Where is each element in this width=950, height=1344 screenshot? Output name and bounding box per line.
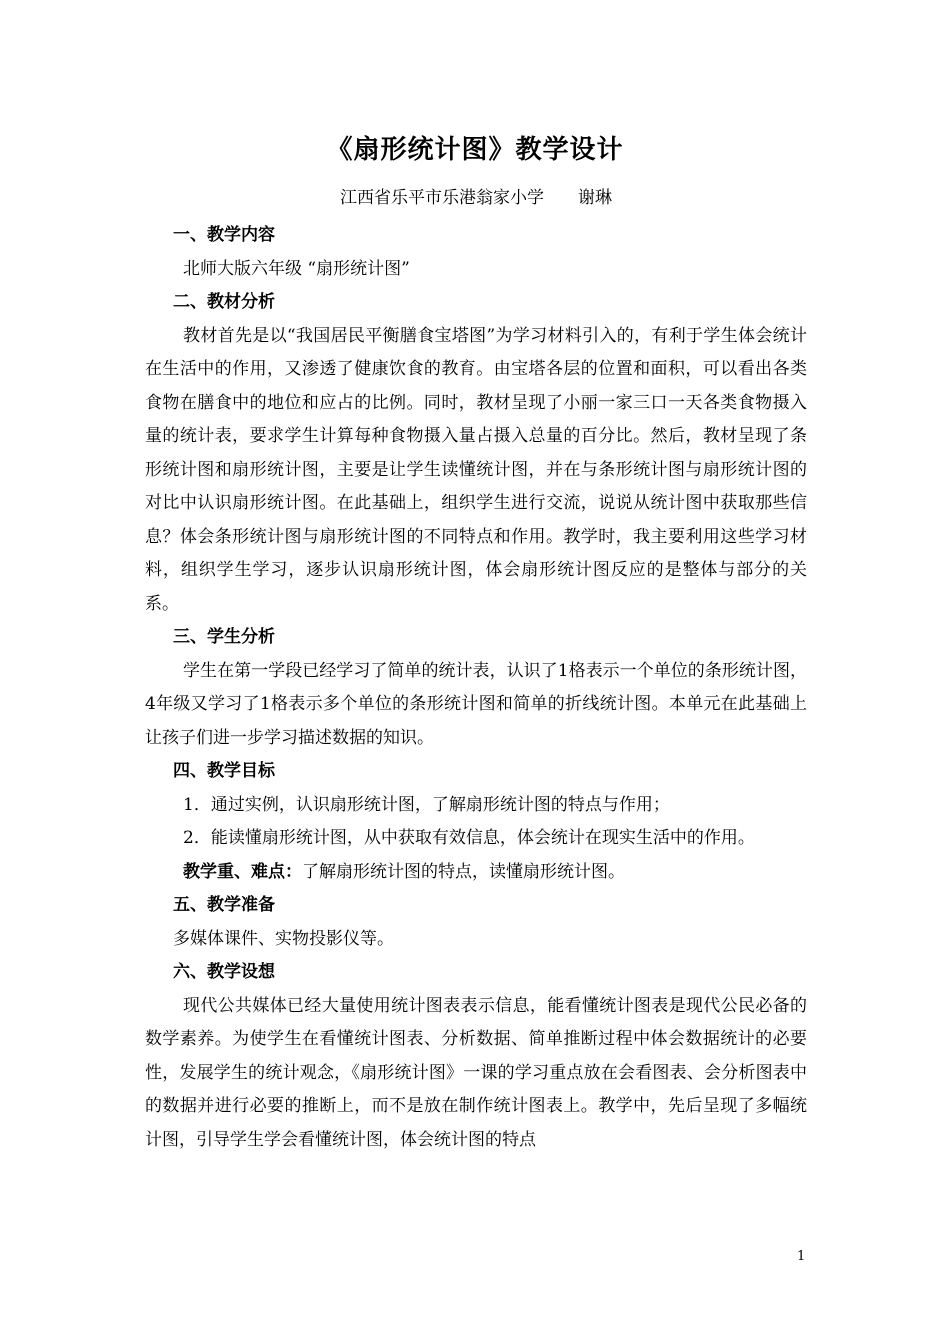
teaching-goal-2: 2．能读懂扇形统计图，从中获取有效信息，体会统计在现实生活中的作用。 xyxy=(183,828,755,848)
section-text-teaching-preparation: 多媒体课件、实物投影仪等。 xyxy=(173,928,394,949)
key-points-line xyxy=(145,856,807,890)
teaching-goal-1: 1．通过实例，认识扇形统计图，了解扇形统计图的特点与作用； xyxy=(183,794,670,815)
section-heading-textbook-analysis: 二、教材分析 xyxy=(173,292,275,312)
section-text-student-analysis: 学生在第一学段已经学习了简单的统计表，认识了1格表示一个单位的条形统计图，4年级又学习了1格表示多个单位的条形统计图和简单的折线统计图。本单元在此基础上让孩子们进一步学习描述数据的知识。 xyxy=(145,660,807,748)
section-text-teaching-content: 北师大版六年级 “扇形统计图” xyxy=(183,258,410,279)
key-points-label: 教学重、难点： xyxy=(183,861,302,882)
page-number: 1 xyxy=(797,1249,806,1264)
section-text-textbook-analysis: 教材首先是以“我国居民平衡膳食宝塔图”为学习材料引入的，有利于学生体会统计在生活中的作用，又渗透了健康饮食的教育。由宝塔各层的位置和面积，可以看出各类食物在膳食中的地位和应占的比例。同时，教材呈现了小丽一家三口一天各类食物摄入量的统计表，要求学生计算每种食物摄入量占摄入总量的百分比。然后，教材呈现了条形统计图和扇形统计图，主要是让学生读懂统计图，并在与条形统计图与扇形统计图的对比中认识扇形统计图。在此基础上，组织学生进行交流，说说从统计图中获取那些信息？体会条形统计图与扇形统计图的不同特点和作用。教学时，我主要利用这些学习材料，组织学生学习，逐步认识扇形统计图，体会扇形统计图反应的是整体与部分的关系。 xyxy=(145,325,807,614)
document-body xyxy=(145,219,807,1157)
section-heading-teaching-preparation: 五、教学准备 xyxy=(173,895,275,915)
section-heading-teaching-content: 一、教学内容 xyxy=(173,225,275,245)
author-line: 江西省乐平市乐港翁家小学 谢琳 xyxy=(340,188,612,208)
document-title: 《扇形统计图》教学设计 xyxy=(326,135,624,165)
key-points-text: 了解扇形统计图的特点，读懂扇形统计图。 xyxy=(302,861,625,882)
section-heading-teaching-idea: 六、教学设想 xyxy=(173,962,275,982)
section-text-teaching-idea: 现代公共媒体已经大量使用统计图表表示信息，能看懂统计图表是现代公民必备的数学素养。为使学生在看懂统计图表、分析数据、简单推断过程中体会数据统计的必要性，发展学生的统计观念，《扇形统计图》一课的学习重点放在会看图表、会分析图表中的数据并进行必要的推断上，而不是放在制作统计图表上。教学中，先后呈现了多幅统计图，引导学生学会看懂统计图，体会统计图的特点 xyxy=(145,995,807,1150)
section-heading-teaching-goals: 四、教学目标 xyxy=(173,761,275,781)
section-heading-student-analysis: 三、学生分析 xyxy=(173,627,275,647)
